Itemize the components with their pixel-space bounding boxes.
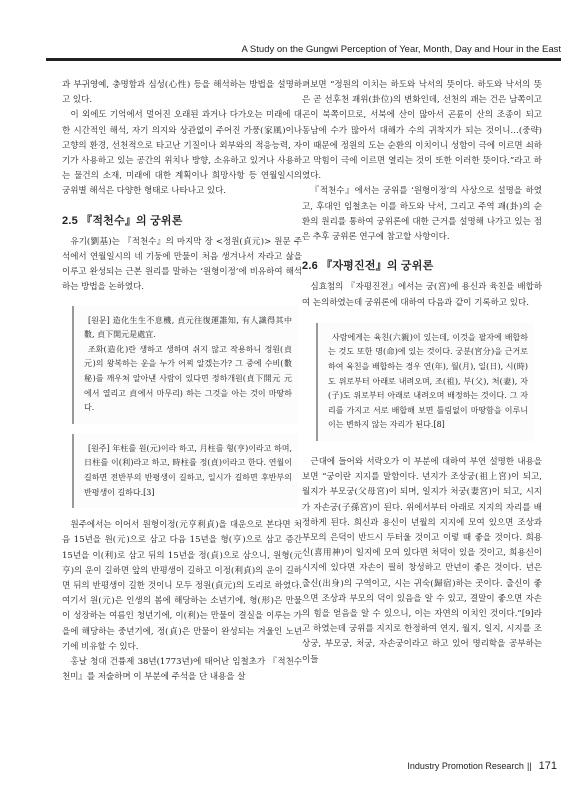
quote-line: 사람에게는 육친(六親)이 있는데, 이것을 팔자에 배합하는 것도 또한 명(命)에 있는 것이다. 궁분(宮分)을 근거로 하여 육친을 배합하는 경우 연(年), 월(月), 일(日), 시(時)도 위로부터 아래로 내려오며, 조(祖), 부(父), 처(妻), 자(子)도 위로부터 아래로 내려오며 배정하는 것이다. 그 자리를 가지고 서로 배합해 보면 틀림없이 마땅함을 이루니 이는 변하지 않는 자리가 된다.[8] xyxy=(328,332,528,430)
paragraph: 원주에서는 이어서 원형이정(元亨利貞)을 대운으로 본다면 처음 15년을 원(元)으로 삼고 다음 15년을 형(亨)으로 삼고 증간 15년을 이(利)로 삼고 뒤의 15년을 정(貞)으로 삼으니, 원형(元亨)의 운이 길하면 앞의 반평생이 길하고 이정(利貞)의 운이 길하면 뒤의 반평생이 길한 것이니 모두 정원(貞元)의 도리로 하였다. 여기서 원(元)은 인생의 봄에 해당하는 소년기에, 형(形)은 만물이 성장하는 여름인 청년기에, 이(利)는 만물이 결실을 이루는 가을에 해당하는 중년기에, 정(貞)은 만물이 완성되는 겨울인 노년기에 비유할 수 있다. xyxy=(62,520,302,652)
left-column xyxy=(62,78,302,685)
paragraph: 심효첨의 『자평진전』에서는 궁(宮)에 용신과 육친을 배합하여 논의하였는데 궁위론에 대하여 다음과 같이 기록하고 있다. xyxy=(302,282,542,308)
footer-separator: || xyxy=(526,761,532,771)
right-column xyxy=(302,78,542,668)
quote-line: 조화(造化)란 생하고 생하며 쉬지 않고 작용하니 정원(貞元)의 왕복하는 운을 누가 어찌 알겠는가? 그 중에 수비(數秘)를 깨우쳐 알아낸 사람이 있다면 정하개원(貞下開元 元에서 열리고 貞에서 마무리) 하는 그것을 아는 것이 마땅하다. xyxy=(84,344,292,413)
paragraph: 과 부귀영예, 충명함과 심성(心性) 등을 해석하는 방법을 설명하고 있다. xyxy=(62,80,302,106)
paragraph: 『적천수』에서는 궁위를 ‘원형이정’의 사상으로 설명을 하였고, 후대인 임철초는 이를 하도와 낙서, 그리고 주역 괘(卦)의 순환의 원리를 통하여 궁위론에 대한 근거를 설명해 나가고 있는 점은 추후 궁위론 연구에 참고할 사항이다. xyxy=(302,186,542,243)
quote-line: [원주] 年柱를 원(元)이라 하고, 月柱를 형(亨)이라고 하며, 日柱를 이(利)라고 하고, 時柱를 정(貞)이라고 한다. 연월이 길하면 전반부의 반평생이 길하고, 일시가 길하면 후반부의 반평생이 길하다.[3] xyxy=(84,443,292,497)
paragraph: 이 외에도 기억에서 멀어진 오래된 과거나 다가오는 미래에 대한 시간적인 해석, 자기 의지와 상관없이 주어진 가풍(家風)이나 고향의 환경, 선천적으로 타고난 기질이나 외부와의 적응능력, 자기가 사용하고 있는 공간의 위치나 방향, 소유하고 있거나 사용하는 물건의 소재, 미래에 대한 계획이나 희망사항 등 연월일시의 궁위별 해석은 다양한 형태로 나타나고 있다. xyxy=(62,110,302,197)
paragraph: 근대에 들어와 서락오가 이 부분에 대하여 부연 설명한 내용을 보면 “궁이란 지지를 말함이다. 년지가 조상궁(祖上宮)이 되고, 월지가 부모궁(父母宮)이 되며, 일지가 처궁(妻宮)이 되고, 시지가 자손궁(子孫宮)이 된다. 위에서부터 아래로 지지의 자리를 배정하게 된다. 희신과 용신이 년월의 지지에 모여 있으면 조상과 부모의 은덕이 반드시 두터울 것이고 이렇 때 좋을 것이다. 희용신(喜用神)이 일지에 모여 있다면 처덕이 있을 것이고, 희용신이 시지에 있다면 자손이 필히 창성하고 만년이 좋은 것이다. 년은 출신(出身)의 구역이고, 시는 귀숙(歸宿)하는 곳이다. 출신이 좋으면 조상과 부모의 덕이 있음을 알 수 있고, 결말이 좋으면 자손의 힘을 얻음을 알 수 있으니, 이는 자연의 이치인 것이다.”[9]라고 하였는데 궁위를 지지로 한정하여 연지, 월지, 일지, 시지를 조상궁, 부모궁, 처궁, 자손궁이라고 하고 있어 명리학을 공부하는 이들 xyxy=(302,457,542,665)
paragraph: 홍날 청대 건륭제 38년(1773년)에 태어난 임철초가 『적천수천미』를 저술하며 이 부분에 주석을 단 내용을 살 xyxy=(62,657,302,683)
running-header: A Study on the Gungwi Perception of Year, Month, Day and Hour in the East xyxy=(241,44,561,55)
section-heading-2-5: 2.5 『적천수』의 궁위론 xyxy=(62,214,183,227)
page-footer xyxy=(407,760,557,772)
paragraph: 펴보면 “정원의 이치는 하도와 낙서의 뜻이다. 하도와 낙서의 뜻은 곧 선후천 괘위(卦位)의 변화인데, 선천의 괘는 건은 남쪽이고 곤이 북쪽이므로, 서북에 산이 많아서 곤륜이 산의 조종이 되고 동남에 수가 많아서 대해가 수의 귀착지가 되는 것이니…(중략) 이 때문에 정원의 도는 순환의 이치이니 성함이 극에 이르면 쇠하고 막힘이 극에 이르면 열리는 것이 또한 이러한 뜻이다.”라고 하였다. xyxy=(302,80,542,182)
block-quote-jaepyeong xyxy=(316,323,534,441)
quote-line: [원문] 造化生生不息機, 貞元往復運誰知, 有人識得其中數, 貞下開元是處宜. xyxy=(84,315,292,340)
section-heading-2-6: 2.6 『자평진전』의 궁위론 xyxy=(302,260,434,273)
page-number: 171 xyxy=(538,760,557,772)
journal-name: Industry Promotion Research xyxy=(407,761,524,771)
block-quote-original xyxy=(72,306,298,424)
paragraph: 유기(劉基)는 『적천수』의 마지막 장 <정원(貞元)> 원문 주석에서 연월일시의 네 기둥에 만물이 처음 생겨나서 자라고 삶을 이루고 완성되는 근본 원리를 말하는 ‘원형이정’에 비유하여 해석하는 방법을 논하였다. xyxy=(62,236,302,293)
header-rule xyxy=(46,58,561,61)
block-quote-commentary xyxy=(72,434,298,508)
